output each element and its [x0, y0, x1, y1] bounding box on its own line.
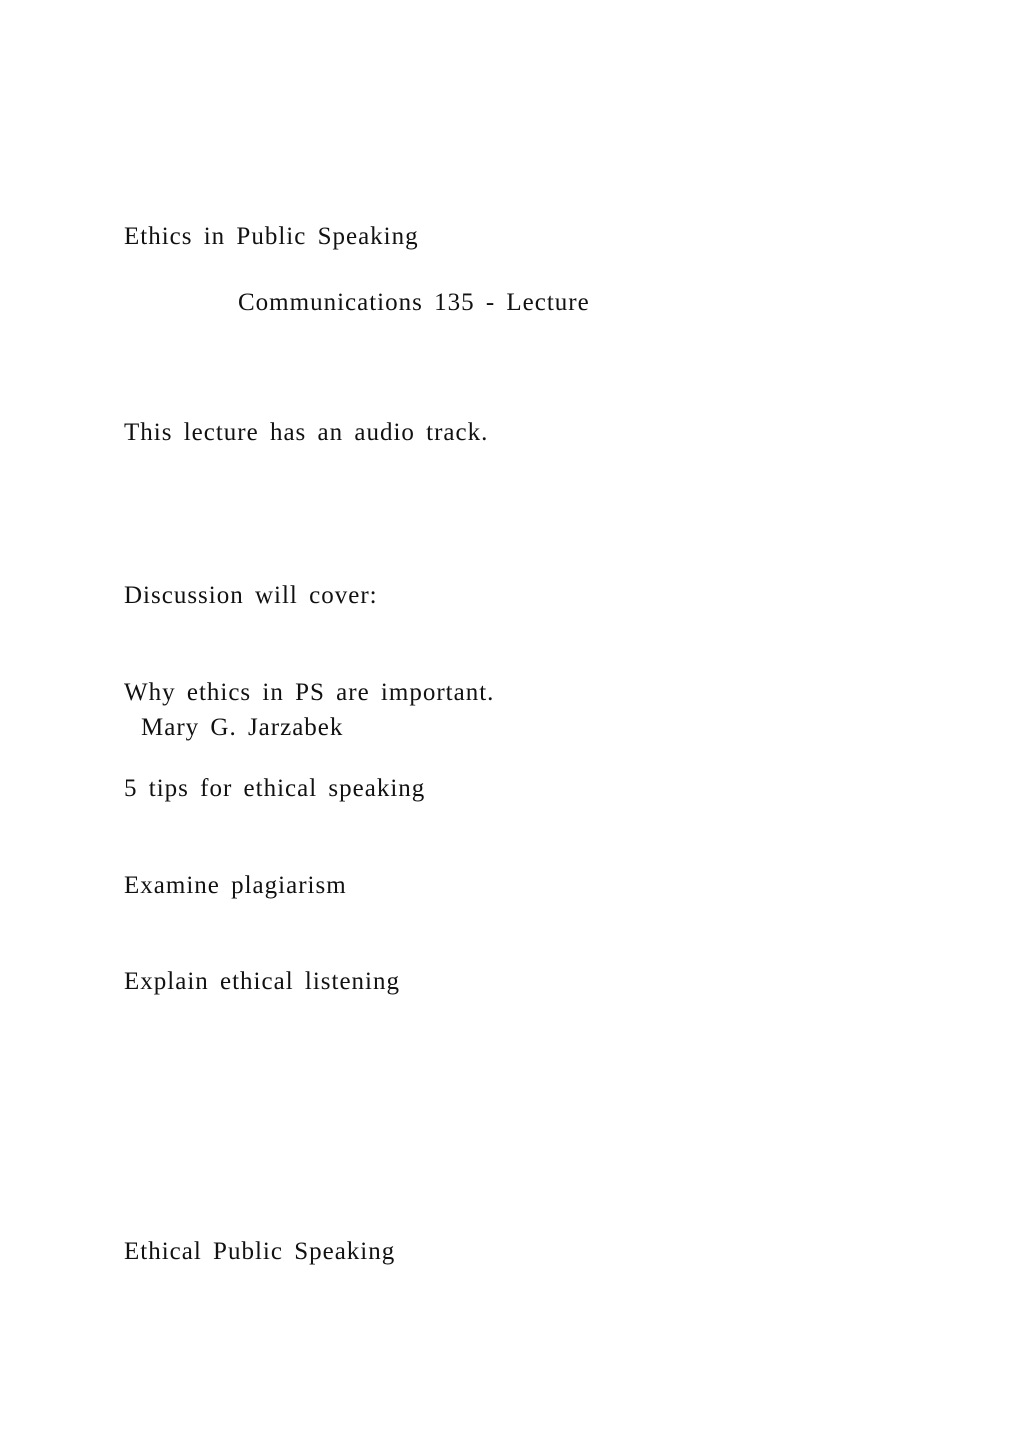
discussion-item: Examine plagiarism	[124, 871, 347, 899]
document-title: Ethics in Public Speaking	[124, 223, 419, 250]
section-heading: Ethical Public Speaking	[124, 1238, 396, 1265]
author-name: Mary G. Jarzabek	[141, 714, 344, 741]
discussion-item: 5 tips for ethical speaking	[124, 775, 426, 802]
course-subtitle: Communications 135 - Lecture	[238, 289, 590, 316]
audio-note: This lecture has an audio track.	[124, 419, 489, 446]
discussion-item: Explain ethical listening	[124, 968, 400, 995]
discussion-item: Why ethics in PS are important.	[124, 678, 495, 706]
discussion-heading: Discussion will cover:	[124, 582, 378, 609]
discussion-list	[124, 516, 494, 1063]
